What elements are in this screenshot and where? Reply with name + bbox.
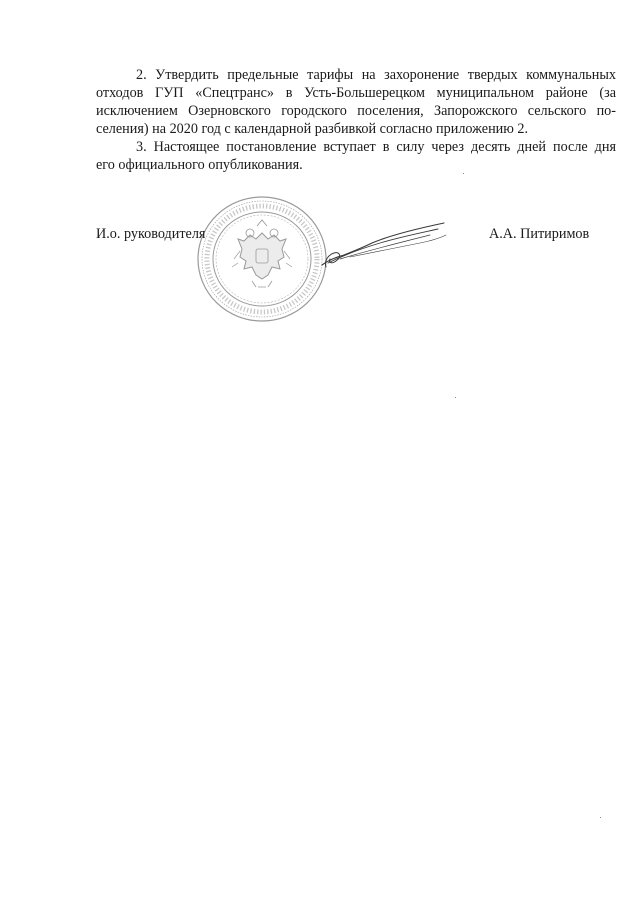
signatory-title: И.о. руководителя xyxy=(96,226,206,242)
paragraph-line: исключением Озерновского городского поселения, Запорожского сельского по- xyxy=(96,103,616,119)
coat-of-arms-seal-icon xyxy=(194,193,330,325)
paragraph-line: 2. Утвердить предельные тарифы на захоронение твердых коммунальных xyxy=(136,67,616,83)
paragraph-2 xyxy=(96,66,616,138)
scan-speck xyxy=(455,397,456,398)
scan-speck xyxy=(463,173,464,174)
paragraph-line: отходов ГУП «Спецтранс» в Усть-Большерецком муниципальном районе (за xyxy=(96,85,616,101)
paragraph-line: 3. Настоящее постановление вступает в силу через десять дней после дня xyxy=(136,139,616,155)
scan-speck xyxy=(600,817,601,818)
paragraph-3 xyxy=(96,138,616,174)
paragraph-line: селения) на 2020 год с календарной разбивкой согласно приложению 2. xyxy=(96,121,529,137)
handwritten-signature-icon xyxy=(320,213,450,273)
paragraph-line: его официального опубликования. xyxy=(96,157,303,173)
signatory-name: А.А. Питиримов xyxy=(489,226,590,242)
